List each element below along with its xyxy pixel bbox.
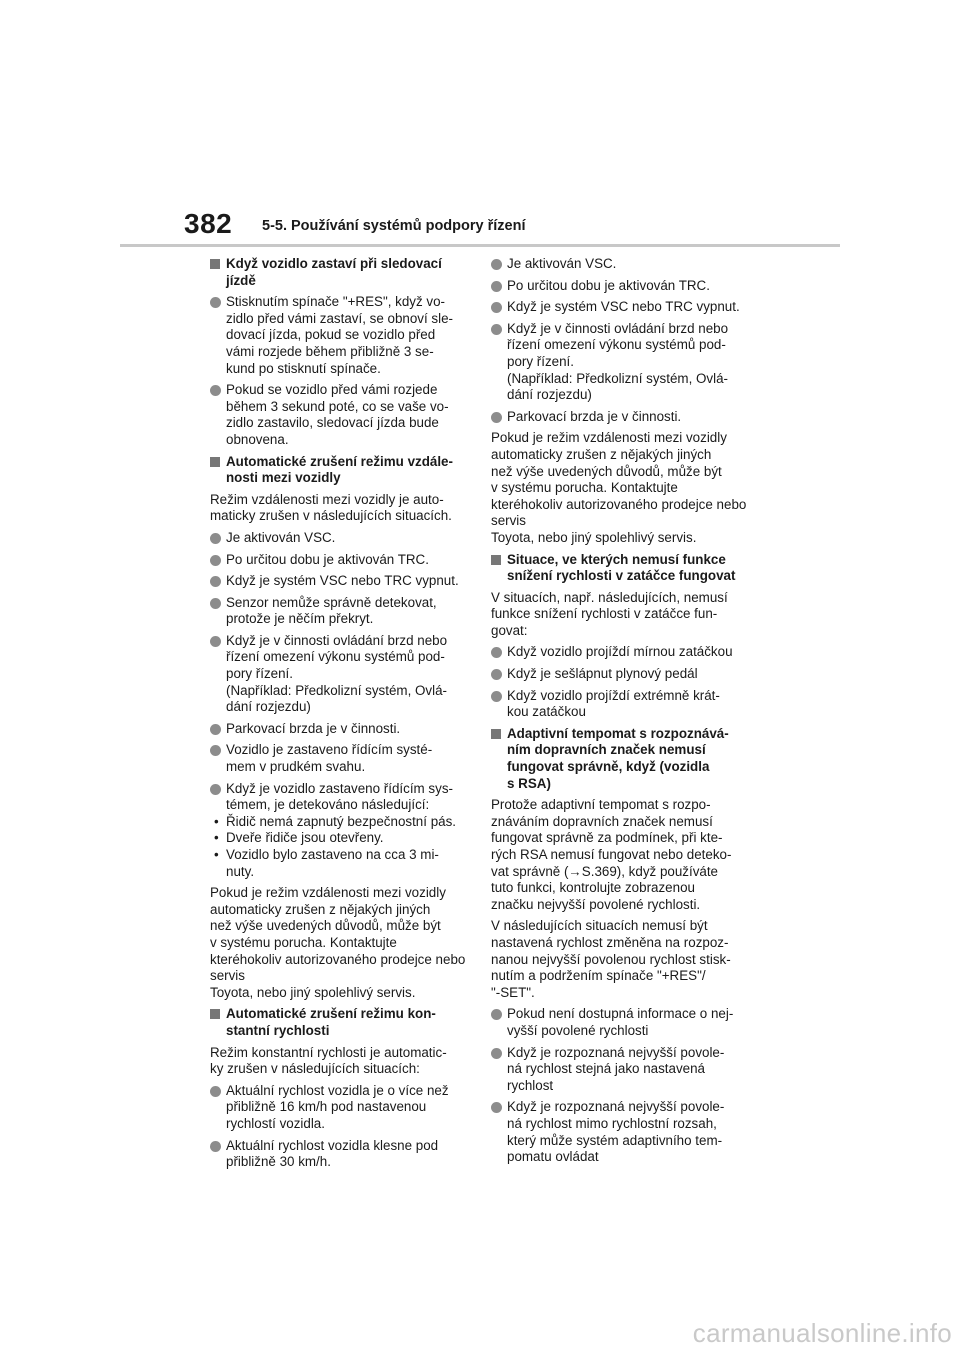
round-bullet-icon	[491, 669, 502, 680]
sub-bullet-item	[210, 847, 468, 880]
round-bullet-icon	[210, 1086, 221, 1097]
square-bullet-icon	[491, 555, 501, 565]
bullet-text: Když je rozpoznaná nejvyšší povole- ná rychlost stejná jako nastavená rychlost	[507, 1044, 725, 1093]
square-bullet-icon	[491, 729, 501, 739]
bullet-item	[491, 256, 749, 273]
dot-marker-icon: •	[214, 847, 219, 862]
heading-text: Automatické zrušení režimu vzdále- nosti mezi vozidly	[226, 453, 453, 486]
round-bullet-icon	[210, 784, 221, 795]
bullet-item	[210, 573, 468, 590]
bullet-text: Je aktivován VSC.	[507, 256, 617, 271]
watermark: carmanualsonline.info	[692, 1318, 952, 1348]
bullet-item	[491, 278, 749, 295]
round-bullet-icon	[210, 533, 221, 544]
section-heading	[210, 454, 468, 487]
bullet-item	[491, 321, 749, 404]
right-column	[491, 256, 749, 1171]
bullet-item	[210, 382, 468, 448]
paragraph: Režim vzdálenosti mezi vozidly je auto- maticky zrušen v následujících situacích.	[210, 491, 452, 524]
square-bullet-icon	[210, 457, 220, 467]
round-bullet-icon	[491, 281, 502, 292]
bullet-item	[210, 742, 468, 775]
bullet-text: Pokud se vozidlo před vámi rozjede během 3 sekund poté, co se vaše vo- zidlo zastavilo, sledovací jízda bude obnovena.	[226, 382, 449, 447]
bullet-text: Když vozidlo projíždí mírnou zatáčkou	[507, 644, 733, 660]
bullet-text: Když je systém VSC nebo TRC vypnut.	[507, 299, 740, 315]
sub-bullet-text: Dveře řidiče jsou otevřeny.	[226, 830, 384, 846]
bullet-text: Aktuální rychlost vozidla klesne pod přibližně 30 km/h.	[226, 1137, 439, 1170]
round-bullet-icon	[210, 576, 221, 587]
round-bullet-icon	[491, 1009, 502, 1020]
sub-bullet-item	[210, 814, 468, 831]
round-bullet-icon	[210, 745, 221, 756]
round-bullet-icon	[491, 259, 502, 270]
round-bullet-icon	[210, 297, 221, 308]
sub-bullet-text: Řidič nemá zapnutý bezpečnostní pás.	[226, 813, 457, 829]
bullet-item	[210, 1083, 468, 1133]
bullet-text: Když je v činnosti ovládání brzd nebo řízení omezení výkonu systémů pod- pory řízení. (Například: Předkolizní systém, Ovlá- dání rozjezdu)	[226, 632, 448, 715]
bullet-text: Parkovací brzda je v činnosti.	[226, 720, 401, 736]
round-bullet-icon	[491, 691, 502, 702]
round-bullet-icon	[491, 1048, 502, 1059]
section-title: 5-5. Používání systémů podpory řízení	[262, 218, 526, 234]
bullet-item	[491, 1099, 749, 1165]
bullet-text: Po určitou dobu je aktivován TRC.	[507, 277, 710, 293]
bullet-item	[210, 633, 468, 716]
bullet-text: Když je rozpoznaná nejvyšší povole- ná rychlost mimo rychlostní rozsah, který může systém adaptivního tem- pomatu ovládat	[507, 1099, 725, 1165]
bullet-item	[491, 688, 749, 721]
bullet-item	[491, 299, 749, 316]
bullet-text: Když vozidlo projíždí extrémně krát- kou zatáčkou	[507, 687, 720, 720]
bullet-text: Aktuální rychlost vozidla je o více než přibližně 16 km/h pod nastavenou rychlostí vozidla.	[226, 1082, 449, 1131]
bullet-item	[210, 530, 468, 547]
bullet-text: Když je vozidlo zastaveno řídícím sys- témem, je detekováno následující:	[226, 780, 453, 813]
round-bullet-icon	[491, 302, 502, 313]
round-bullet-icon	[210, 724, 221, 735]
heading-text: Situace, ve kterých nemusí funkce snížení rychlosti v zatáčce fungovat	[507, 551, 736, 584]
heading-text: Automatické zrušení režimu kon- stantní rychlosti	[226, 1006, 436, 1038]
round-bullet-icon	[210, 598, 221, 609]
bullet-item	[210, 552, 468, 569]
paragraph: Protože adaptivní tempomat s rozpo- znáváním dopravních značek nemusí fungovat správně za podmínek, při kte- rých RSA nemusí fungovat nebo deteko- vat správně (→S.369), když používáte tuto funkci, kontrolujte zobrazenou značku nejvyšší povolené rychlosti.	[491, 797, 732, 912]
section-heading	[210, 1006, 468, 1039]
round-bullet-icon	[491, 1102, 502, 1113]
bullet-text: Stisknutím spínače "+RES", když vo- zidlo před vámi zastaví, se obnoví sle- dovací jízda, pokud se vozidlo před vámi rozjede během přibližně 3 se- kund po stisknutí spínače.	[226, 294, 454, 376]
bullet-text: Po určitou dobu je aktivován TRC.	[226, 551, 429, 567]
round-bullet-icon	[210, 636, 221, 647]
bullet-text: Senzor nemůže správně detekovat, protože je něčím překryt.	[226, 594, 437, 627]
paragraph: Režim konstantní rychlosti je automatic- ky zrušen v následujících situacích:	[210, 1044, 447, 1077]
bullet-item	[491, 666, 749, 683]
dot-marker-icon: •	[214, 830, 219, 846]
sub-bullet-item	[210, 830, 468, 847]
round-bullet-icon	[210, 555, 221, 566]
bullet-text: Je aktivován VSC.	[226, 529, 336, 545]
bullet-item	[210, 781, 468, 881]
round-bullet-icon	[491, 412, 502, 423]
section-heading	[491, 726, 749, 792]
bullet-item	[491, 409, 749, 426]
bullet-text: Když je v činnosti ovládání brzd nebo řízení omezení výkonu systémů pod- pory řízení. (Například: Předkolizní systém, Ovlá- dání rozjezdu)	[507, 320, 729, 403]
round-bullet-icon	[210, 1141, 221, 1152]
square-bullet-icon	[210, 259, 220, 269]
heading-text: Když vozidlo zastaví při sledovací jízdě	[226, 256, 442, 288]
bullet-item	[210, 721, 468, 738]
paragraph: V situacích, např. následujících, nemusí funkce snížení rychlosti v zatáčce fun- govat:	[491, 589, 728, 638]
round-bullet-icon	[210, 385, 221, 396]
bullet-item	[210, 294, 468, 377]
section-heading	[210, 256, 468, 289]
bullet-item	[491, 644, 749, 661]
heading-text: Adaptivní tempomat s rozpoznává- ním dopravních značek nemusí fungovat správně, když (vozidla s RSA)	[507, 725, 729, 791]
bullet-item	[491, 1045, 749, 1095]
square-bullet-icon	[210, 1009, 220, 1019]
round-bullet-icon	[491, 324, 502, 335]
header-divider	[120, 244, 840, 247]
bullet-text: Parkovací brzda je v činnosti.	[507, 408, 682, 424]
round-bullet-icon	[491, 647, 502, 658]
bullet-text: Pokud není dostupná informace o nej- vyšší povolené rychlosti	[507, 1006, 734, 1038]
paragraph: V následujících situacích nemusí být nastavená rychlost změněna na rozpoz- nanou nejvyšší povolenou rychlost stisk- nutím a podržením spínače "+RES"/ "-SET".	[491, 918, 731, 1000]
paragraph: Pokud je režim vzdálenosti mezi vozidly automaticky zrušen z nějakých jiných než výše uvedených důvodů, může být v systému porucha. Kontaktujte kteréhokoliv autorizovaného prodejce nebo servis Toyota, nebo jiný spolehlivý servis.	[491, 430, 747, 545]
section-heading	[491, 552, 749, 585]
page-number: 382	[184, 208, 233, 239]
dot-marker-icon: •	[214, 813, 219, 829]
bullet-text: Když je sešlápnut plynový pedál	[507, 666, 698, 682]
bullet-text: Když je systém VSC nebo TRC vypnut.	[226, 573, 459, 589]
bullet-item	[210, 1138, 468, 1171]
sub-bullet-text: Vozidlo bylo zastaveno na cca 3 mi- nuty.	[226, 847, 439, 879]
bullet-item	[491, 1006, 749, 1039]
bullet-item	[210, 595, 468, 628]
bullet-text: Vozidlo je zastaveno řídícím systé- mem v prudkém svahu.	[226, 742, 433, 775]
paragraph: Pokud je režim vzdálenosti mezi vozidly automaticky zrušen z nějakých jiných než výše uvedených důvodů, může být v systému porucha. Kontaktujte kteréhokoliv autorizovaného prodejce nebo servis Toyota, nebo jiný spolehlivý servis.	[210, 885, 466, 1000]
left-column	[210, 256, 468, 1176]
